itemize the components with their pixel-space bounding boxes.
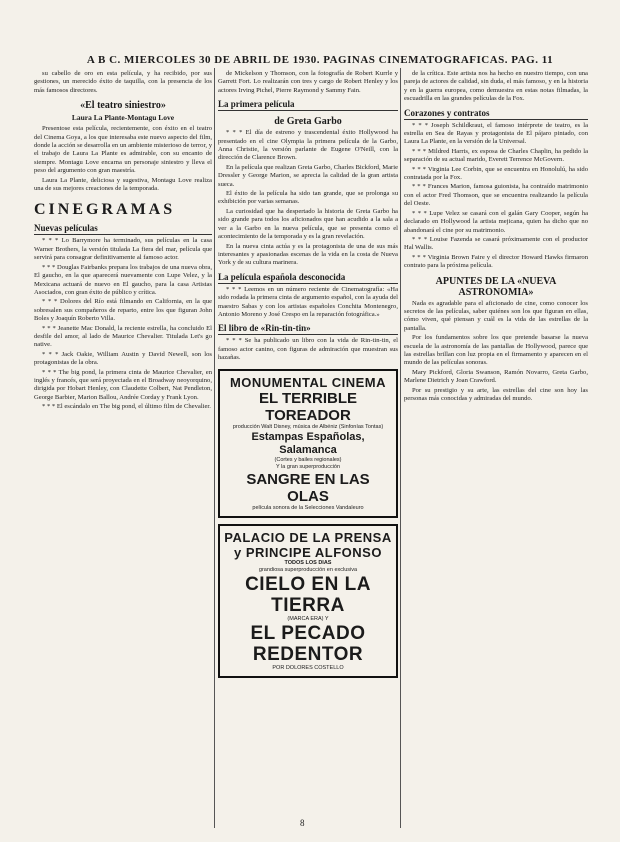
ad-small-text: (Cortes y bailes regionales)	[274, 456, 342, 463]
headline-greta-garbo: de Greta Garbo	[274, 116, 342, 128]
ad-film-title: EL PECADO REDENTOR	[250, 622, 366, 665]
column-left	[34, 70, 212, 413]
section-primera-pelicula: La primera película	[218, 99, 398, 111]
news-item: * * * Lupe Velez se casará con el galán Gary Cooper, según ha declarado en Hollywood la artista mejicana, quien ha dicho que no abandonará el cine por su matrimonio.	[404, 209, 588, 234]
article-paragraph: de Mickelson y Thomson, con la fotografía de Robert Kurrle y Garrett Fort. Lo realizarán con tres y cargo de Robert Henley y los actores Irving Pichel, Pierre Raymond y Sammy Fain.	[218, 70, 398, 94]
ad-film-title: EL TERRIBLE TOREADOR	[258, 389, 358, 424]
article-paragraph: Laura La Plante, deliciosa y sugestiva, Montagu Love realiza una de sus mejores creaciones de la temporada.	[34, 176, 212, 193]
article-paragraph: Por su prestigio y su arte, las estrellas del cine son hoy las personas más conocidas y admiradas del mundo.	[404, 386, 588, 402]
ad-small-text: TODOS LOS DIAS	[284, 559, 332, 566]
news-item: * * * Jack Oakie, William Austin y David Newell, son los protagonistas de la obra.	[34, 350, 212, 367]
ad-small-text: POR DOLORES COSTELLO	[272, 664, 344, 671]
ad-film-title: Estampas Españolas, Salamanca	[251, 430, 365, 456]
ad-venue-name: MONUMENTAL CINEMA	[229, 374, 387, 390]
news-item: * * * Lo Barrymore ha terminado, sus películas en la casa Warner Brothers, la versión titulada La fiera del mar, película que servirá para consagrar definitivamente al famoso actor.	[34, 237, 212, 262]
ad-small-text: Y la gran superproducción	[275, 463, 341, 470]
news-item: * * * Virginia Brown Faire y el director Howard Hawks firmaron contrato para la próxima película.	[404, 253, 588, 270]
headline-teatro-siniestro: «El teatro siniestro»	[80, 100, 166, 112]
article-paragraph: Presentose esta película, recientemente, con éxito en el teatro del Cinema Goya, a los que interesaba este nuevo aspecto del film, donde la acción se desarrolla en un ambiente misterioso de terror, y el trabajo de Laura La Plante es admirable, con su encanto de siempre. Montagu Love encarna un personaje siniestro y lleva el peso del argumento con gran maestría.	[34, 125, 212, 175]
section-corazones-contratos: Corazones y contratos	[404, 108, 588, 120]
article-paragraph: La curiosidad que ha despertado la historia de Greta Garbo ha sido grande para todos los aficionados que han acudido a la sala a ver a la Garbo en la nueva película, que se presenta como el acontecimiento de la temporada y es la gran revelación.	[218, 207, 398, 241]
news-item: * * * The big pond, la primera cinta de Maurice Chevalier, en inglés y francés, que será proyectada en el Broadway neoyorquino, dirigida por Hobart Henley, con Claudette Colbert, Nat Pendleton, George Barbier, Marion Ballou, Andrée Corday y Frank Lyon.	[34, 368, 212, 401]
ad-venue-name: PALACIO DE LA PRENSA y PRINCIPE ALFONSO	[224, 529, 392, 560]
page-header: A B C. MIERCOLES 30 DE ABRIL DE 1930. PAGINAS CINEMATOGRAFICAS. PAG. 11	[86, 54, 554, 66]
page-number: 8	[300, 818, 305, 828]
ad-small-text: (MARCA ERA) Y	[287, 615, 329, 622]
article-paragraph: Por los fundamentos sobre los que pretende basarse la nueva escuela de la astronomía de las pantallas de Hollywood, parece que las estrellas brillan con luz propia en el firmamento y aparecen en el mundo de las películas sonoras.	[404, 334, 588, 367]
advertisement-monumental-cinema	[218, 369, 398, 518]
article-paragraph: * * * Se ha publicado un libro con la vida de Rin-tin-tin, el famoso actor canino, con figuras de admiración que muestran sus hazañas.	[218, 337, 398, 362]
news-item: * * * Louise Fazenda se casará próximamente con el productor Hal Wallis.	[404, 235, 588, 252]
ad-film-title: CIELO EN LA TIERRA	[245, 573, 371, 616]
article-paragraph: de la crítica. Este artista nos ha hecho en nuestro tiempo, con una pareja de actores de calidad, sin duda, el más famoso, y en la historia y en la guerra europea, como demuestra en estas notas filmadas, la escuadrilla en las grandes películas de la Fox.	[404, 70, 588, 103]
section-pelicula-espanola: La película española desconocida	[218, 272, 398, 284]
article-paragraph: Nada es agradable para el aficionado de cine, como conocer los secretos de las películas, saber quiénes son los que figuran en ellas, cómo viven, qué piensan y cuál es la vida de las estrellas de la pantalla.	[404, 299, 588, 332]
news-item: * * * Virginia Lee Corbin, que se encuentra en Honolulú, ha sido contratada por la Fox.	[404, 165, 588, 182]
ad-film-title: SANGRE EN LAS OLAS	[246, 470, 370, 505]
advertisement-palacio-prensa	[218, 524, 398, 678]
section-title-cinegramas: CINEGRAMAS	[34, 201, 176, 219]
article-paragraph: En la película que realizan Greta Garbo, Charles Bickford, Marie Dressler y George Marion, se aprecia la calidad de la gran artista sueca.	[218, 163, 398, 188]
column-right	[404, 70, 588, 404]
column-middle	[218, 70, 398, 684]
article-paragraph: * * * El día de estreno y trascendental éxito Hollywood ha presentado en el cine Olympia la primera película de la Garbo, Anna Christie, la versión parlante de Eugene O'Neill, con la dirección de Clarence Brown.	[218, 129, 398, 162]
subheadline-cast: Laura La Plante-Montagu Love	[71, 113, 175, 123]
ad-small-text: película sonora de la Selecciones Vandaleuro	[252, 504, 364, 511]
article-paragraph: * * * Leemos en un número reciente de Cinematografía: «Ha sido rodada la primera cinta de argumento español, con la ayuda del maestro Sabas y con los artistas españoles Conchita Montenegro, Antonio Moreno y José Crespo en la reparación fotográfica.»	[218, 285, 398, 318]
column-rule	[214, 68, 215, 828]
ad-small-text: producción Walt Disney, música de Albéniz (Sinfonías Tontas)	[232, 423, 384, 430]
news-item: * * * Frances Marion, famosa guionista, ha contraído matrimonio con el actor Fred Thomson, que se encuentra realizando la película del Oeste.	[404, 183, 588, 208]
news-item: * * * Jeanette Mac Donald, la reciente estrella, ha concluido El desfile del amor, al lado de Maurice Chevalier. Titulada Let's go native.	[34, 324, 212, 349]
ad-small-text: grandiosa superproducción en exclusiva	[258, 566, 358, 573]
news-item: * * * Dolores del Río está filmando en California, en la que sobresalen sus compañeros de reparto, entre los que figuran John Boles y Joaquín Roberto Villa.	[34, 298, 212, 323]
headline-apuntes-astronomia: APUNTES DE LA «NUEVA ASTRONOMIA»	[435, 275, 557, 298]
section-libro-rintintin: El libro de «Rin-tin-tin»	[218, 323, 398, 335]
intro-paragraph: su cabello de oro en esta película, y ha recibido, por sus gestiones, un merecido éxito de taquilla, con la presencia de los más famosos directores.	[34, 70, 212, 94]
article-paragraph: En la nueva cinta actúa y es la protagonista de una de sus más interesantes y apasionadas escenas de la vida en la costa de Nueva York y de su cultura marinera.	[218, 242, 398, 267]
article-paragraph: Mary Pickford, Gloria Swanson, Ramón Novarro, Greta Garbo, Marlene Dietrich y Joan Crawford.	[404, 368, 588, 385]
news-item: * * * Douglas Fairbanks prepara los trabajos de una nueva obra, El gaucho, en la que aparecerá nuevamente con Lupe Velez, y la Mexicana actuará de nuevo en El gaucho, para la casa Artistas Asociados, con gran éxito de público y crítica.	[34, 263, 212, 296]
news-item: * * * Mildred Harris, ex esposa de Charles Chaplin, ha pedido la separación de su actual marido, Everett Terrence McGovern.	[404, 147, 588, 164]
news-item: * * * Joseph Schildkraut, el famoso intérprete de teatro, es la estrella en Sea de Rayas y protagonista de El pájaro pintado, con Laura La Plante, en la versión de la Universal.	[404, 121, 588, 146]
section-nuevas-peliculas: Nuevas películas	[34, 223, 212, 235]
column-rule	[400, 68, 401, 828]
article-paragraph: El éxito de la película ha sido tan grande, que se prolonga su exhibición por varias semanas.	[218, 190, 398, 206]
news-item: * * * El escándalo en The big pond, el último film de Chevalier.	[42, 403, 211, 411]
